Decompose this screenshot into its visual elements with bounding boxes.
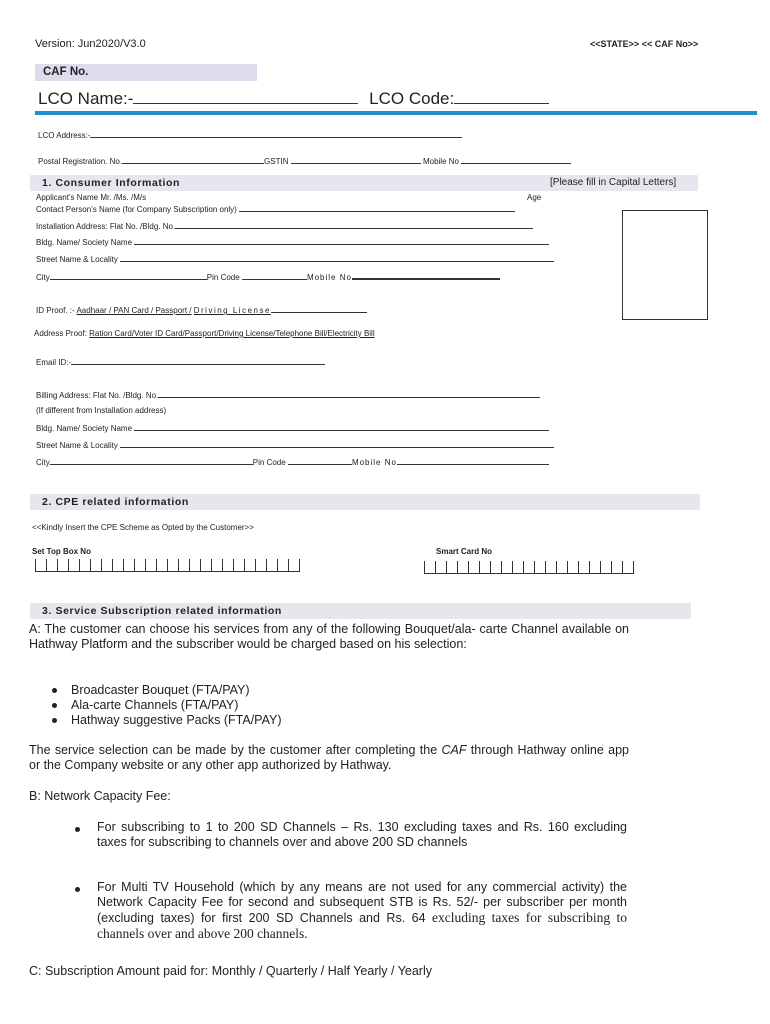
mobile-label: Mobile No <box>306 273 352 282</box>
city2-row <box>36 457 549 467</box>
bullet-1: Broadcaster Bouquet (FTA/PAY) <box>52 683 250 698</box>
header-accent-line <box>35 111 757 115</box>
postal-field[interactable] <box>122 156 264 164</box>
id-proof-row <box>36 305 367 315</box>
lco-address-field[interactable] <box>90 130 462 138</box>
email-field[interactable] <box>71 357 325 365</box>
lco-code-field[interactable] <box>454 89 549 104</box>
section3-header <box>30 603 691 619</box>
installation-field[interactable] <box>175 221 533 229</box>
mobile2-field[interactable] <box>397 457 549 465</box>
mobile2-label: Mobile No <box>351 458 397 467</box>
installation-label: Installation Address: Flat No. /Bldg. No. <box>36 222 176 231</box>
email-row <box>36 357 325 367</box>
street-field[interactable] <box>120 254 554 262</box>
id-proof-options: Aadhaar / PAN Card / Passport / <box>76 306 192 315</box>
street-row <box>36 254 554 264</box>
bldg2-field[interactable] <box>134 423 549 431</box>
contact-row <box>36 204 515 214</box>
para-c: C: Subscription Amount paid for: Monthly / Quarterly / Half Yearly / Yearly <box>29 964 432 978</box>
section2-title: 2. CPE related information <box>42 496 189 508</box>
caf-no-label: CAF No. <box>43 66 89 78</box>
email-label: Email ID:- <box>36 358 72 367</box>
lco-address-label: LCO Address:- <box>38 131 91 140</box>
bullet-dot-icon <box>52 703 57 708</box>
stb-boxes[interactable] <box>35 559 300 572</box>
billing-label: Billing Address: Flat No. /Bldg. No. <box>36 391 159 400</box>
section2-note: <<Kindly Insert the CPE Scheme as Opted by the Customer>> <box>32 523 254 532</box>
postal-label: Postal Registration. No. <box>38 157 123 166</box>
bldg-field[interactable] <box>134 237 549 245</box>
stb-label: Set Top Box No <box>32 547 91 556</box>
section1-title: 1. Consumer Information <box>42 177 181 189</box>
addr-proof-row <box>34 329 375 338</box>
fee-1: For subscribing to 1 to 200 SD Channels – Rs. 130 excluding taxes and Rs. 160 excluding taxes for subscribing to channels over and above 200 SD channels <box>97 820 627 849</box>
bldg2-row <box>36 423 549 433</box>
pin-label: Pin Code <box>206 273 240 282</box>
addr-proof-options: Ration Card/Voter ID Card/Passport/Driving License/Telephone Bill/Electricity Bill <box>89 329 375 338</box>
billing-field[interactable] <box>158 390 540 398</box>
lco-mobile-label: Mobile No <box>422 157 459 166</box>
bullet-dot-icon <box>52 718 57 723</box>
bldg2-label: Bldg. Name/ Society Name <box>36 424 133 433</box>
pin2-label: Pin Code <box>252 458 286 467</box>
section2-header <box>30 494 700 510</box>
fee-2: For Multi TV Household (which by any means are not used for any commercial activity) the Network Capacity Fee for second and subsequent STB is Rs. 52/- per subscriber per month (excluding taxes) for first 200 SD Channels and Rs. 64 excluding taxes for subscribing to channels over and above 200 channels. <box>97 880 627 941</box>
age-label: Age <box>527 193 542 202</box>
id-proof-field[interactable] <box>271 305 367 313</box>
billing-note: (If different from Installation address) <box>36 406 167 415</box>
city-field[interactable] <box>50 272 207 280</box>
id-proof-label: ID Proof. :- <box>36 306 75 315</box>
street2-label: Street Name & Locality <box>36 441 118 450</box>
smart-boxes[interactable] <box>424 561 634 574</box>
billing-row <box>36 390 540 400</box>
street2-field[interactable] <box>120 440 554 448</box>
version-text: Version: Jun2020/V3.0 <box>35 38 146 50</box>
section3-title: 3. Service Subscription related information <box>42 605 282 617</box>
lco-name-label: LCO Name:- <box>38 89 134 108</box>
city2-label: City <box>36 458 50 467</box>
id-proof-dl: Driving License <box>193 306 271 315</box>
city2-field[interactable] <box>50 457 253 465</box>
bldg-row <box>36 237 549 247</box>
caf-no-box <box>35 64 257 81</box>
lco-name-row <box>38 89 549 109</box>
para-selection: The service selection can be made by the customer after completing the CAF through Hathway online app or the Company website or any other app authorized by Hathway. <box>29 743 629 772</box>
street-label: Street Name & Locality <box>36 255 118 264</box>
lco-mobile-field[interactable] <box>461 156 571 164</box>
pin2-field[interactable] <box>288 457 352 465</box>
postal-row <box>38 156 571 166</box>
applicant-label: Applicant’s Name Mr. /Ms. /M/s <box>36 193 147 202</box>
bullet-dot-icon <box>52 688 57 693</box>
lco-address-row <box>38 130 462 140</box>
pin-field[interactable] <box>242 272 307 280</box>
gstin-label: GSTIN <box>264 157 289 166</box>
bullet-3: Hathway suggestive Packs (FTA/PAY) <box>52 713 282 728</box>
fee-2-dot-icon <box>75 881 80 899</box>
smart-label: Smart Card No <box>436 547 493 556</box>
mobile-field[interactable] <box>352 271 500 280</box>
installation-row <box>36 221 533 231</box>
addr-proof-label: Address Proof: <box>34 329 87 338</box>
city-label: City <box>36 273 50 282</box>
gstin-field[interactable] <box>291 156 421 164</box>
fee-1-dot-icon <box>75 821 80 839</box>
contact-field[interactable] <box>239 204 515 212</box>
bullet-2: Ala-carte Channels (FTA/PAY) <box>52 698 238 713</box>
photo-box[interactable] <box>622 210 708 320</box>
contact-label: Contact Person’s Name (for Company Subscription only) <box>36 205 237 214</box>
para-b: B: Network Capacity Fee: <box>29 789 171 803</box>
para-a: A: The customer can choose his services from any of the following Bouquet/ala- carte Channel available on Hathway Platform and the subscriber would be charged based on his selection: <box>29 622 629 651</box>
lco-name-field[interactable] <box>133 89 358 104</box>
state-caf-text: <<STATE>> << CAF No>> <box>590 39 699 49</box>
lco-code-label: LCO Code: <box>369 89 455 108</box>
section1-header <box>30 175 698 191</box>
street2-row <box>36 440 554 450</box>
section1-note: [Please fill in Capital Letters] <box>550 177 677 188</box>
city-row <box>36 271 500 282</box>
bldg-label: Bldg. Name/ Society Name <box>36 238 133 247</box>
